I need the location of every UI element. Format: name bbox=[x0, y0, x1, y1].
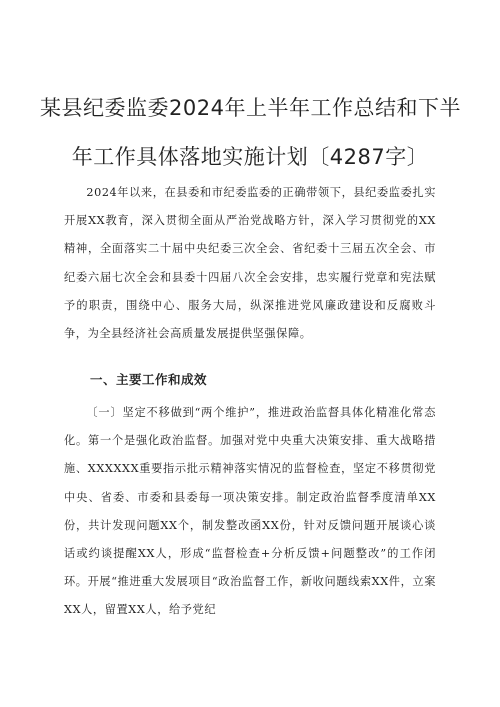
section-heading: 一、主要工作和成效 bbox=[90, 372, 208, 387]
document-title-line-2: 年工作具体落地实施计划〔4287字〕 bbox=[71, 145, 429, 169]
intro-paragraph: 2024年以来，在县委和市纪委监委的正确带领下，县纪委监委扎实开展XX教育，深入贯彻全面从严治党战略方针，深入学习贯彻党的XX精神，全面落实二十届中央纪委三次全会、省纪委十三届五次全会、市纪委六届七次全会和县委十四届八次全会安排，忠实履行党章和宪法赋予的职责，围绕中心、服务大局，纵深推进党风廉政建设和反腐败斗争，为全县经济社会高质量发展提供坚强保障。 bbox=[64, 186, 436, 341]
section-paragraph: 〔一〕坚定不移做到“两个维护”，推进政治监督具体化精准化常态化。第一个是强化政治监督。加强对党中央重大决策安排、重大战略措施、XXXXXX重要指示批示精神落实情况的监督检查，坚定不移贯彻党中央、省委、市委和县委每一项决策安排。制定政治监督季度清单XX份，共计发现问题XX个，制发整改函XX份，针对反馈问题开展谈心谈话或约谈提醒XX人，形成“监督检查+分析反馈+问题整改”的工作闭环。开展“推进重大发展项目“政治监督工作，新收问题线索XX件，立案XX人，留置XX人，给予党纪 bbox=[64, 406, 436, 617]
document-title-line-1: 某县纪委监委2024年上半年工作总结和下半 bbox=[40, 96, 461, 120]
